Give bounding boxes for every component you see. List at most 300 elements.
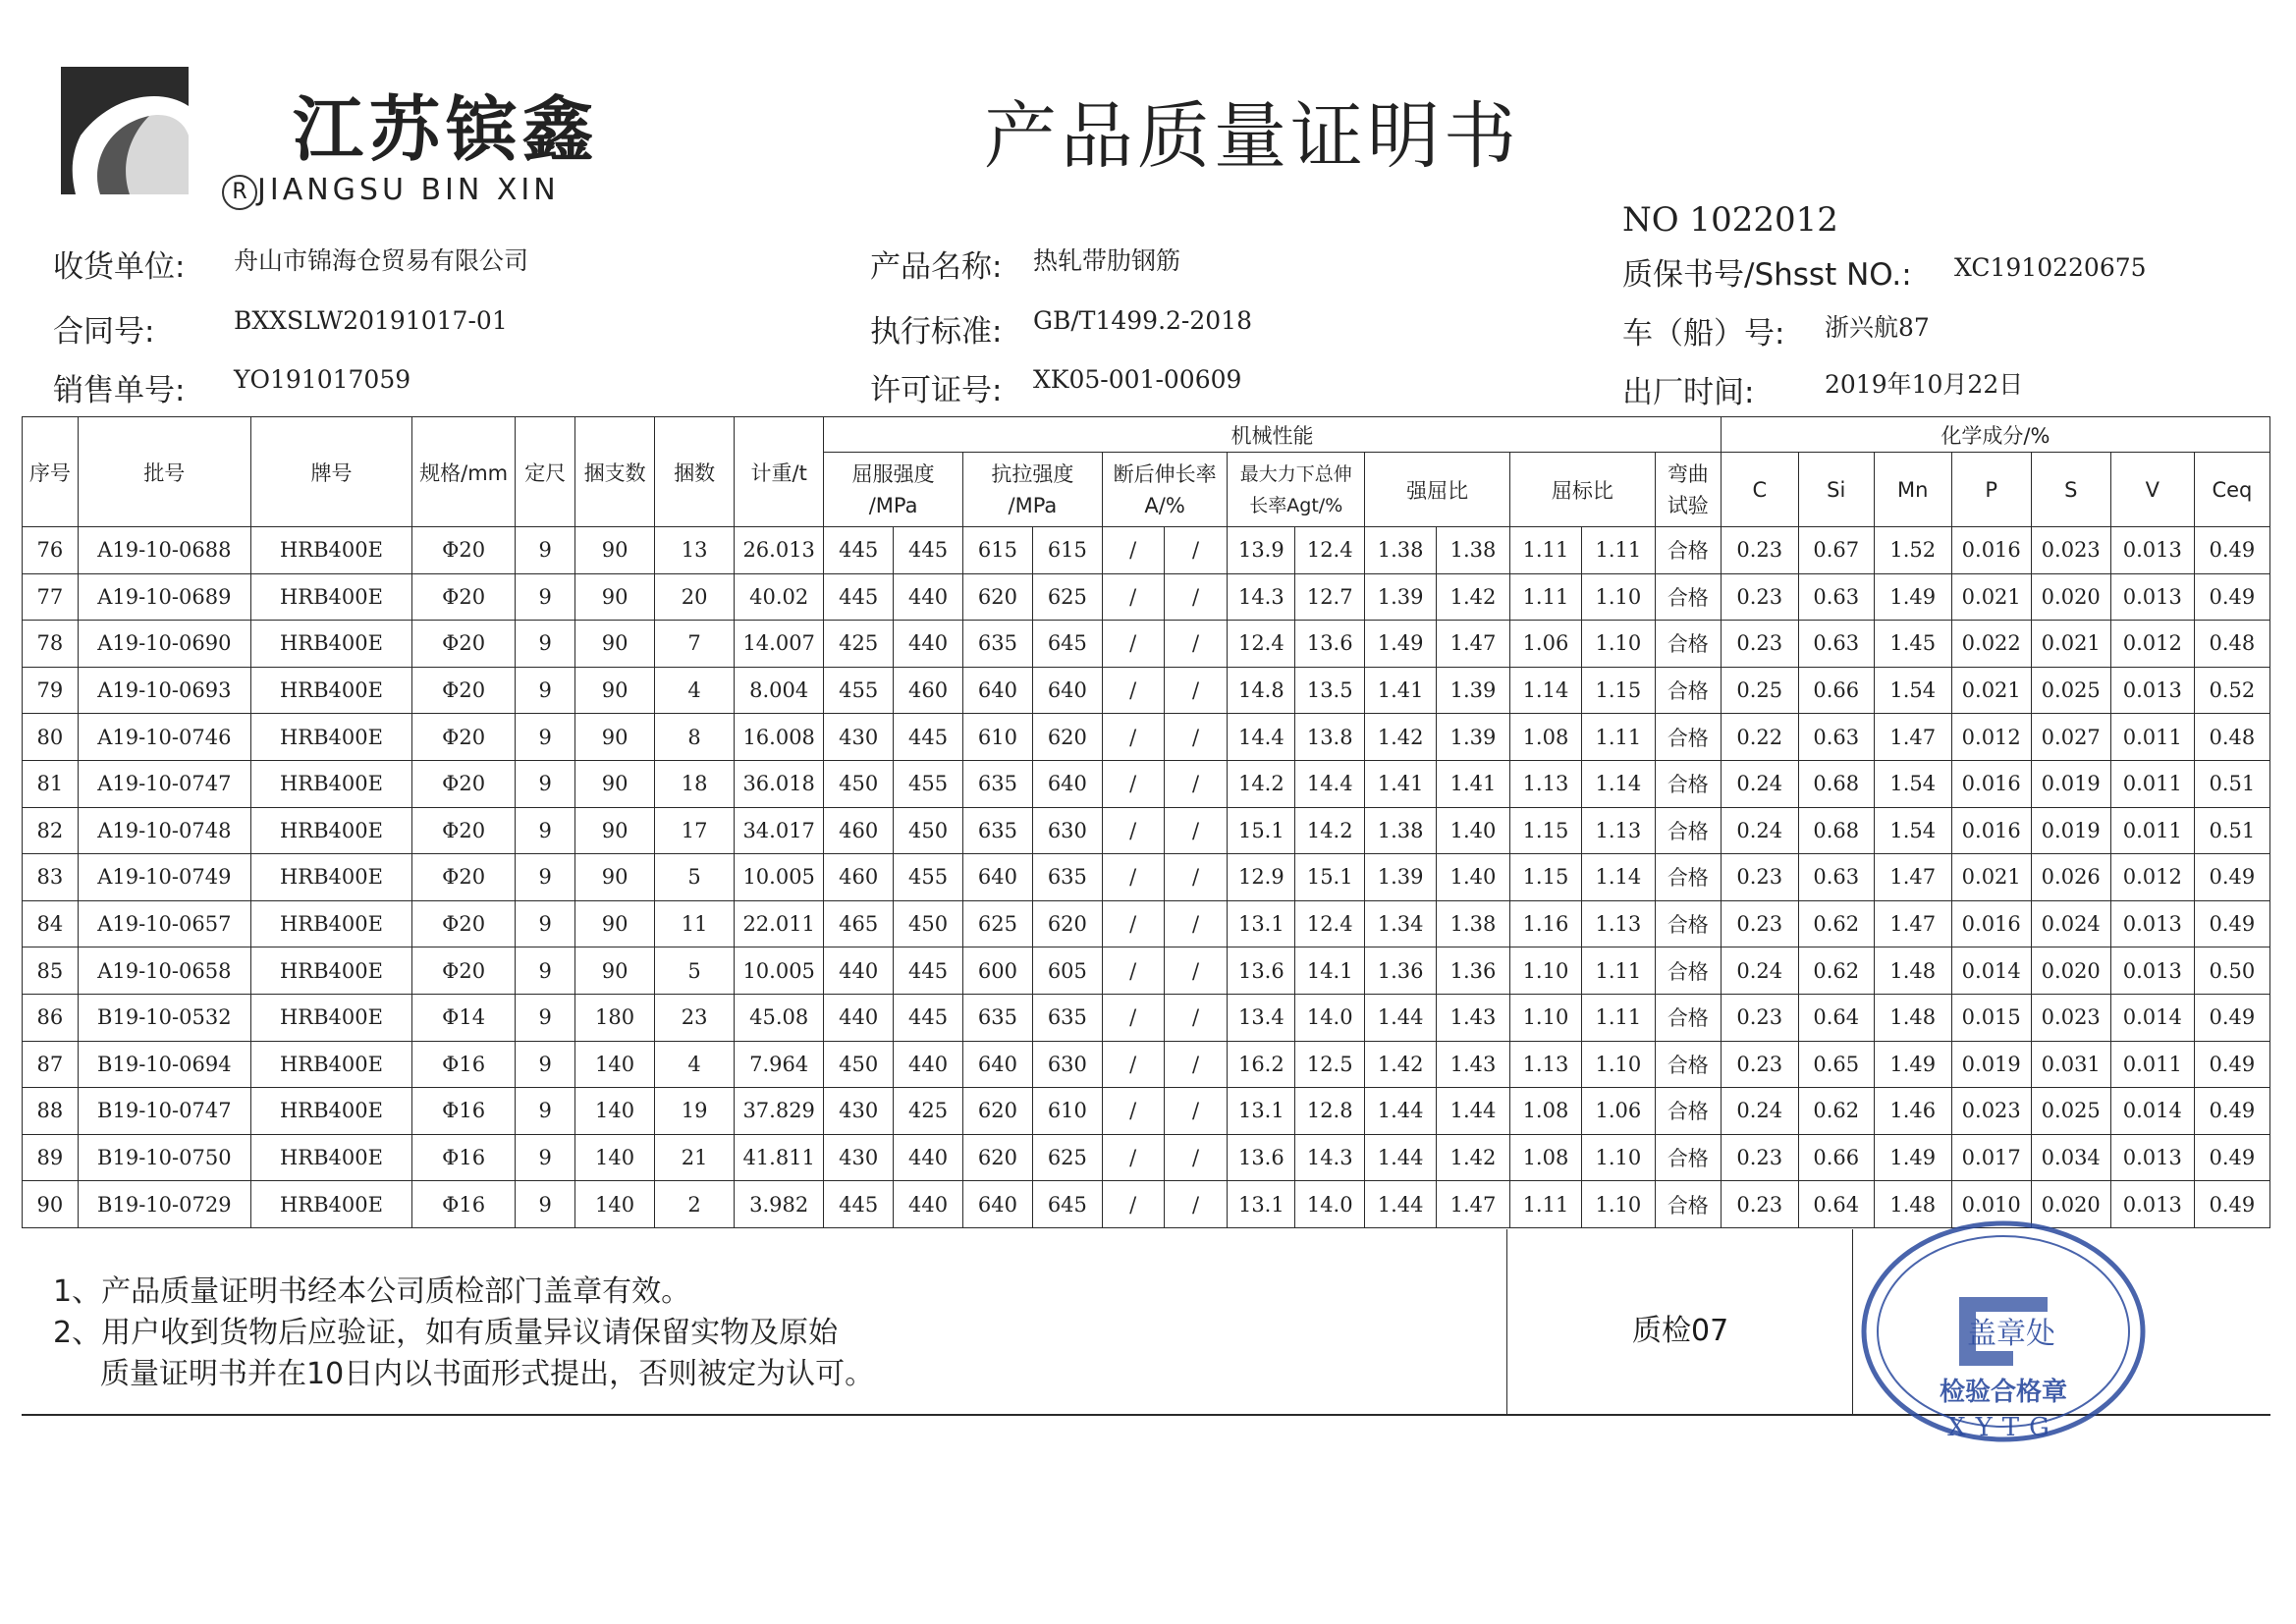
table-cell: 1.10: [1581, 1041, 1655, 1088]
table-cell: 140: [575, 1088, 655, 1135]
consignee-label: 收货单位:: [53, 249, 186, 285]
table-cell: 620: [963, 573, 1033, 621]
table-cell: 615: [1032, 527, 1102, 574]
table-cell: 0.023: [2031, 527, 2110, 574]
table-cell: 425: [824, 621, 894, 668]
table-cell: 0.027: [2031, 714, 2110, 761]
table-cell: 465: [824, 900, 894, 947]
contract-label: 合同号:: [53, 314, 155, 350]
table-cell: 90: [575, 667, 655, 714]
table-cell: /: [1102, 714, 1164, 761]
table-cell: 0.23: [1721, 1041, 1798, 1088]
header-tensile: 抗拉强度 /MPa: [963, 453, 1103, 527]
table-cell: HRB400E: [250, 854, 411, 901]
table-cell: 0.49: [2194, 1041, 2269, 1088]
table-row: [23, 947, 2270, 995]
table-cell: 14.007: [735, 621, 824, 668]
table-cell: 76: [23, 527, 79, 574]
table-cell: 640: [963, 667, 1033, 714]
table-cell: 合格: [1655, 573, 1721, 621]
table-cell: 0.031: [2031, 1041, 2110, 1088]
table-cell: 1.38: [1365, 807, 1437, 854]
table-cell: 13.5: [1295, 667, 1365, 714]
table-cell: 0.013: [2110, 1181, 2194, 1228]
table-cell: 0.67: [1798, 527, 1874, 574]
table-cell: 1.16: [1510, 900, 1582, 947]
company-logo-icon: [61, 67, 189, 194]
table-cell: 0.49: [2194, 1088, 2269, 1135]
table-cell: 635: [1032, 994, 1102, 1041]
table-cell: /: [1102, 621, 1164, 668]
standard-label: 执行标准:: [870, 314, 1003, 350]
table-cell: 1.15: [1510, 807, 1582, 854]
inspection-stamp-icon: [1856, 1214, 2151, 1449]
table-cell: 1.13: [1581, 807, 1655, 854]
table-cell: 1.42: [1365, 1041, 1437, 1088]
table-cell: 0.66: [1798, 1134, 1874, 1181]
table-cell: 合格: [1655, 527, 1721, 574]
table-cell: 0.015: [1951, 994, 2031, 1041]
table-cell: 440: [894, 1181, 963, 1228]
table-cell: 9: [516, 807, 575, 854]
header-ceq: Ceq: [2194, 453, 2269, 527]
table-cell: B19-10-0694: [78, 1041, 250, 1088]
standard-value: GB/T1499.2-2018: [1033, 306, 1252, 335]
table-cell: 90: [575, 807, 655, 854]
header-bundles: 捆数: [655, 417, 735, 527]
header-length: 定尺: [516, 417, 575, 527]
table-cell: 0.016: [1951, 760, 2031, 807]
table-cell: 0.63: [1798, 714, 1874, 761]
table-cell: 10.005: [735, 854, 824, 901]
table-cell: Φ20: [411, 527, 515, 574]
table-cell: HRB400E: [250, 900, 411, 947]
table-cell: 9: [516, 527, 575, 574]
table-cell: 14.3: [1228, 573, 1295, 621]
table-cell: 635: [963, 621, 1033, 668]
table-cell: 15.1: [1295, 854, 1365, 901]
table-cell: 5: [655, 854, 735, 901]
table-row: [23, 714, 2270, 761]
table-cell: 0.23: [1721, 1134, 1798, 1181]
table-cell: 445: [824, 1181, 894, 1228]
table-cell: 0.023: [1951, 1088, 2031, 1135]
table-cell: 1.43: [1437, 994, 1510, 1041]
vehicle-value: 浙兴航87: [1825, 313, 1930, 342]
table-cell: 14.0: [1295, 994, 1365, 1041]
header-agt: 最大力下总伸 长率Agt/%: [1228, 453, 1365, 527]
table-cell: 合格: [1655, 667, 1721, 714]
table-cell: 1.54: [1874, 807, 1951, 854]
table-cell: 1.38: [1437, 527, 1510, 574]
table-cell: 13: [655, 527, 735, 574]
table-cell: 1.44: [1365, 1088, 1437, 1135]
table-cell: 430: [824, 1134, 894, 1181]
table-cell: 0.24: [1721, 760, 1798, 807]
table-cell: 0.023: [2031, 994, 2110, 1041]
table-cell: 605: [1032, 947, 1102, 995]
table-cell: 640: [963, 1181, 1033, 1228]
table-cell: A19-10-0747: [78, 760, 250, 807]
table-cell: 1.49: [1874, 1041, 1951, 1088]
table-cell: 440: [824, 947, 894, 995]
table-cell: /: [1102, 1181, 1164, 1228]
table-row: [23, 1088, 2270, 1135]
table-cell: B19-10-0750: [78, 1134, 250, 1181]
header-si: Si: [1798, 453, 1874, 527]
table-cell: /: [1164, 714, 1228, 761]
table-cell: 0.65: [1798, 1041, 1874, 1088]
table-cell: HRB400E: [250, 621, 411, 668]
table-cell: 1.15: [1581, 667, 1655, 714]
table-cell: 640: [963, 854, 1033, 901]
table-cell: 9: [516, 760, 575, 807]
table-cell: 0.49: [2194, 994, 2269, 1041]
table-cell: 45.08: [735, 994, 824, 1041]
table-cell: 41.811: [735, 1134, 824, 1181]
header-yield: 屈服强度 /MPa: [824, 453, 963, 527]
table-cell: 0.63: [1798, 621, 1874, 668]
table-cell: 625: [1032, 573, 1102, 621]
stamp-center-text: 盖章处: [1967, 1317, 2055, 1351]
table-cell: 455: [894, 854, 963, 901]
table-cell: 1.44: [1365, 1134, 1437, 1181]
table-cell: /: [1102, 760, 1164, 807]
table-cell: 0.019: [2031, 760, 2110, 807]
table-row: [23, 760, 2270, 807]
table-cell: 0.019: [2031, 807, 2110, 854]
table-cell: 10.005: [735, 947, 824, 995]
table-cell: 9: [516, 900, 575, 947]
table-cell: 1.11: [1510, 527, 1582, 574]
table-cell: 78: [23, 621, 79, 668]
table-cell: 0.49: [2194, 854, 2269, 901]
table-cell: 0.64: [1798, 994, 1874, 1041]
table-cell: /: [1102, 1134, 1164, 1181]
table-cell: Φ20: [411, 714, 515, 761]
table-cell: 645: [1032, 621, 1102, 668]
table-cell: 0.034: [2031, 1134, 2110, 1181]
table-cell: 1.39: [1437, 714, 1510, 761]
table-cell: 14.4: [1228, 714, 1295, 761]
table-cell: Φ20: [411, 573, 515, 621]
contract-value: BXXSLW20191017-01: [234, 306, 508, 335]
table-cell: 4: [655, 667, 735, 714]
table-cell: 445: [894, 947, 963, 995]
table-cell: 440: [894, 573, 963, 621]
table-cell: 90: [575, 900, 655, 947]
table-cell: 1.10: [1581, 1134, 1655, 1181]
table-cell: 2: [655, 1181, 735, 1228]
table-cell: Φ20: [411, 760, 515, 807]
table-cell: 9: [516, 667, 575, 714]
table-cell: 1.49: [1874, 573, 1951, 621]
table-cell: 12.4: [1295, 527, 1365, 574]
table-cell: 18: [655, 760, 735, 807]
sales-order-label: 销售单号:: [53, 373, 186, 408]
table-cell: 13.8: [1295, 714, 1365, 761]
table-cell: 450: [824, 1041, 894, 1088]
table-cell: 0.23: [1721, 1181, 1798, 1228]
license-value: XK05-001-00609: [1033, 365, 1242, 394]
header-mn: Mn: [1874, 453, 1951, 527]
table-cell: 1.45: [1874, 621, 1951, 668]
table-cell: Φ20: [411, 854, 515, 901]
table-cell: A19-10-0657: [78, 900, 250, 947]
table-cell: 0.49: [2194, 527, 2269, 574]
table-cell: /: [1102, 900, 1164, 947]
table-cell: 19: [655, 1088, 735, 1135]
table-cell: 460: [824, 807, 894, 854]
table-cell: /: [1164, 807, 1228, 854]
table-cell: 1.08: [1510, 1088, 1582, 1135]
document-title: 产品质量证明书: [984, 94, 1520, 179]
table-cell: 0.24: [1721, 807, 1798, 854]
table-cell: 0.66: [1798, 667, 1874, 714]
table-cell: 0.016: [1951, 527, 2031, 574]
table-row: [23, 573, 2270, 621]
table-cell: 90: [575, 947, 655, 995]
table-cell: 0.22: [1721, 714, 1798, 761]
table-cell: 90: [575, 714, 655, 761]
table-cell: /: [1102, 807, 1164, 854]
table-cell: 610: [1032, 1088, 1102, 1135]
certificate-number: NO 1022012: [1622, 200, 1838, 240]
table-cell: /: [1102, 1088, 1164, 1135]
table-cell: 89: [23, 1134, 79, 1181]
table-cell: 合格: [1655, 854, 1721, 901]
table-cell: 14.3: [1295, 1134, 1365, 1181]
table-cell: HRB400E: [250, 1134, 411, 1181]
table-cell: 635: [963, 760, 1033, 807]
table-cell: 1.10: [1581, 1181, 1655, 1228]
table-cell: 1.54: [1874, 760, 1951, 807]
table-cell: 21: [655, 1134, 735, 1181]
table-cell: HRB400E: [250, 807, 411, 854]
table-cell: 90: [23, 1181, 79, 1228]
table-cell: 13.1: [1228, 1088, 1295, 1135]
table-cell: /: [1102, 527, 1164, 574]
consignee-value: 舟山市锦海仓贸易有限公司: [234, 246, 529, 275]
table-cell: 82: [23, 807, 79, 854]
table-cell: 440: [894, 621, 963, 668]
table-cell: 7: [655, 621, 735, 668]
table-cell: /: [1164, 1181, 1228, 1228]
table-cell: 615: [963, 527, 1033, 574]
table-cell: 450: [894, 807, 963, 854]
table-cell: 0.022: [1951, 621, 2031, 668]
table-cell: 40.02: [735, 573, 824, 621]
table-cell: 84: [23, 900, 79, 947]
table-cell: 4: [655, 1041, 735, 1088]
table-cell: 450: [824, 760, 894, 807]
stamp-bottom-text: 检验合格章: [1939, 1378, 2068, 1407]
table-cell: 合格: [1655, 621, 1721, 668]
table-cell: 1.54: [1874, 667, 1951, 714]
header-chemical: 化学成分/%: [1721, 417, 2269, 453]
table-cell: 1.44: [1437, 1088, 1510, 1135]
table-cell: 合格: [1655, 1181, 1721, 1228]
table-cell: 440: [894, 1134, 963, 1181]
table-cell: Φ20: [411, 807, 515, 854]
table-cell: 3.982: [735, 1181, 824, 1228]
shsst-label: 质保书号/Shsst NO.:: [1622, 257, 1912, 293]
table-cell: 1.14: [1510, 667, 1582, 714]
table-cell: 12.7: [1295, 573, 1365, 621]
table-cell: /: [1102, 573, 1164, 621]
table-cell: 640: [963, 1041, 1033, 1088]
header-grade: 牌号: [250, 417, 411, 527]
table-cell: 合格: [1655, 760, 1721, 807]
table-cell: /: [1164, 947, 1228, 995]
table-cell: 11: [655, 900, 735, 947]
table-cell: 1.52: [1874, 527, 1951, 574]
table-cell: HRB400E: [250, 527, 411, 574]
table-cell: 1.47: [1874, 900, 1951, 947]
table-cell: 0.63: [1798, 573, 1874, 621]
table-cell: 620: [1032, 900, 1102, 947]
table-cell: 1.11: [1581, 994, 1655, 1041]
table-cell: 88: [23, 1088, 79, 1135]
table-cell: 9: [516, 714, 575, 761]
table-cell: 0.013: [2110, 900, 2194, 947]
table-cell: 0.64: [1798, 1181, 1874, 1228]
table-cell: 0.021: [1951, 854, 2031, 901]
table-cell: 85: [23, 947, 79, 995]
table-cell: 14.8: [1228, 667, 1295, 714]
table-cell: 26.013: [735, 527, 824, 574]
table-cell: 1.10: [1510, 947, 1582, 995]
table-cell: 0.23: [1721, 854, 1798, 901]
ship-date-value: 2019年10月22日: [1825, 370, 2024, 399]
table-cell: A19-10-0690: [78, 621, 250, 668]
table-cell: 1.48: [1874, 947, 1951, 995]
table-cell: 1.06: [1581, 1088, 1655, 1135]
table-cell: 12.4: [1295, 900, 1365, 947]
table-cell: A19-10-0688: [78, 527, 250, 574]
table-cell: 90: [575, 527, 655, 574]
header-strength-ratio: 强屈比: [1365, 453, 1510, 527]
table-cell: 14.2: [1295, 807, 1365, 854]
table-cell: 0.011: [2110, 807, 2194, 854]
table-cell: 90: [575, 573, 655, 621]
table-cell: 445: [824, 527, 894, 574]
table-cell: 12.5: [1295, 1041, 1365, 1088]
table-cell: 1.46: [1874, 1088, 1951, 1135]
table-cell: 1.10: [1581, 573, 1655, 621]
company-name-en: JIANGSU BIN XIN: [257, 173, 560, 207]
sales-order-value: YO191017059: [234, 365, 411, 394]
table-cell: 1.10: [1510, 994, 1582, 1041]
table-cell: 1.13: [1581, 900, 1655, 947]
table-cell: B19-10-0729: [78, 1181, 250, 1228]
table-cell: /: [1102, 947, 1164, 995]
table-cell: Φ20: [411, 900, 515, 947]
table-cell: A19-10-0749: [78, 854, 250, 901]
table-cell: 635: [963, 994, 1033, 1041]
table-cell: 0.62: [1798, 947, 1874, 995]
table-cell: 1.38: [1365, 527, 1437, 574]
table-cell: 0.50: [2194, 947, 2269, 995]
table-cell: 合格: [1655, 994, 1721, 1041]
table-cell: 34.017: [735, 807, 824, 854]
table-cell: 1.14: [1581, 854, 1655, 901]
table-cell: 1.39: [1437, 667, 1510, 714]
table-cell: 635: [963, 807, 1033, 854]
table-cell: 635: [1032, 854, 1102, 901]
table-cell: 445: [894, 527, 963, 574]
table-cell: 1.38: [1437, 900, 1510, 947]
table-cell: 0.24: [1721, 1088, 1798, 1135]
table-cell: 8: [655, 714, 735, 761]
table-cell: 630: [1032, 807, 1102, 854]
table-cell: 440: [824, 994, 894, 1041]
header-weight: 计重/t: [735, 417, 824, 527]
table-cell: 1.49: [1874, 1134, 1951, 1181]
header-c: C: [1721, 453, 1798, 527]
table-cell: 13.6: [1228, 947, 1295, 995]
table-cell: 1.47: [1437, 1181, 1510, 1228]
table-cell: 1.47: [1874, 854, 1951, 901]
table-cell: HRB400E: [250, 760, 411, 807]
stamp-code-text: XYTG: [1947, 1413, 2059, 1442]
table-cell: 90: [575, 760, 655, 807]
table-cell: 445: [894, 994, 963, 1041]
table-cell: HRB400E: [250, 1088, 411, 1135]
table-cell: 1.13: [1510, 760, 1582, 807]
table-cell: 640: [1032, 760, 1102, 807]
table-cell: A19-10-0748: [78, 807, 250, 854]
table-cell: 37.829: [735, 1088, 824, 1135]
table-cell: A19-10-0658: [78, 947, 250, 995]
table-cell: Φ16: [411, 1181, 515, 1228]
table-cell: 0.012: [1951, 714, 2031, 761]
license-label: 许可证号:: [870, 373, 1003, 408]
table-cell: A19-10-0689: [78, 573, 250, 621]
table-cell: 9: [516, 1041, 575, 1088]
table-cell: 0.013: [2110, 947, 2194, 995]
table-cell: Φ16: [411, 1134, 515, 1181]
table-cell: 630: [1032, 1041, 1102, 1088]
table-cell: 0.025: [2031, 1088, 2110, 1135]
table-cell: Φ14: [411, 994, 515, 1041]
table-cell: 9: [516, 947, 575, 995]
table-cell: 14.1: [1295, 947, 1365, 995]
header-s: S: [2031, 453, 2110, 527]
table-cell: 0.68: [1798, 807, 1874, 854]
table-cell: 77: [23, 573, 79, 621]
table-cell: 1.39: [1365, 573, 1437, 621]
table-cell: 90: [575, 621, 655, 668]
table-cell: 425: [894, 1088, 963, 1135]
table-cell: 1.44: [1365, 1181, 1437, 1228]
table-cell: /: [1164, 760, 1228, 807]
table-cell: 0.48: [2194, 621, 2269, 668]
header-seq: 序号: [23, 417, 79, 527]
table-cell: /: [1164, 900, 1228, 947]
table-cell: Φ20: [411, 621, 515, 668]
table-cell: 645: [1032, 1181, 1102, 1228]
table-cell: 0.63: [1798, 854, 1874, 901]
table-cell: 1.11: [1581, 947, 1655, 995]
table-cell: HRB400E: [250, 947, 411, 995]
table-cell: /: [1164, 573, 1228, 621]
header-batch: 批号: [78, 417, 250, 527]
table-cell: A19-10-0693: [78, 667, 250, 714]
table-body: [23, 527, 2270, 1228]
table-cell: Φ16: [411, 1088, 515, 1135]
table-cell: 9: [516, 621, 575, 668]
